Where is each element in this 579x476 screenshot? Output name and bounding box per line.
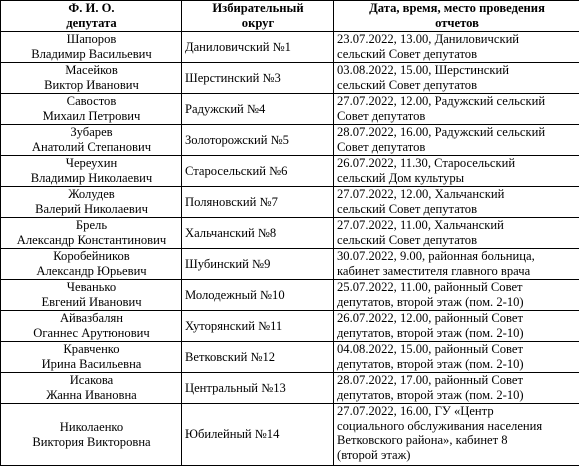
deputy-given-names: Виктория Викторовна (32, 434, 151, 449)
district-cell: Хальчанский №8 (182, 218, 334, 249)
deputy-surname: Айвазбалян (59, 311, 124, 325)
report-info-line: сельский Совет депутатов (337, 201, 478, 216)
report-info-line: 25.07.2022, 11.00, районный Совет (337, 280, 523, 294)
table-row (1, 32, 579, 63)
deputy-given-names: Александр Константинович (16, 232, 167, 247)
deputy-surname: Жолудев (68, 187, 115, 201)
deputy-name-cell (1, 63, 182, 94)
table-body (1, 32, 579, 466)
table-row (1, 218, 579, 249)
deputy-surname: Масейков (65, 63, 118, 77)
table-row (1, 63, 579, 94)
deputy-surname: Коробейников (53, 249, 130, 263)
report-info-cell (334, 342, 579, 373)
district-cell: Молодежный №10 (182, 280, 334, 311)
report-info-line: 04.08.2022, 15.00, районный Совет (337, 342, 524, 356)
deputy-name-cell (1, 125, 182, 156)
report-info-cell (334, 156, 579, 187)
table-row (1, 280, 579, 311)
report-info-cell (334, 187, 579, 218)
table-row (1, 373, 579, 404)
report-info-line: 27.07.2022, 16.00, ГУ «Центр (337, 404, 494, 418)
report-info-cell (334, 94, 579, 125)
header-fio-line1: Ф. И. О. (68, 1, 115, 15)
deputy-given-names: Оганнес Арутюнович (33, 325, 150, 340)
report-info-line: Ветковского района», кабинет 8 (337, 433, 508, 448)
district-cell: Старосельский №6 (182, 156, 334, 187)
table-row (1, 249, 579, 280)
report-info-cell (334, 404, 579, 466)
district-cell: Юбилейный №14 (182, 404, 334, 466)
district-cell: Шубинский №9 (182, 249, 334, 280)
deputy-name-cell (1, 280, 182, 311)
deputy-given-names: Михаил Петрович (42, 108, 141, 123)
table-row (1, 311, 579, 342)
district-cell: Радужский №4 (182, 94, 334, 125)
deputy-given-names: Евгений Иванович (41, 294, 142, 309)
report-info-cell (334, 311, 579, 342)
header-okrug-line2: округ (241, 15, 275, 30)
deputy-name-cell (1, 404, 182, 466)
deputy-given-names: Владимир Васильевич (31, 46, 152, 61)
report-info-line: 28.07.2022, 16.00, Радужский сельский (337, 125, 546, 139)
deputy-surname: Савостов (66, 94, 117, 108)
deputy-given-names: Александр Юрьевич (36, 263, 147, 278)
report-info-cell (334, 63, 579, 94)
report-info-line: 27.07.2022, 12.00, Радужский сельский (337, 94, 546, 108)
table-row (1, 342, 579, 373)
report-info-line: 27.07.2022, 11.00, Хальчанский (337, 218, 504, 232)
header-fio (1, 1, 182, 32)
deputy-name-cell (1, 342, 182, 373)
district-cell: Шерстинский №3 (182, 63, 334, 94)
report-info-line: 03.08.2022, 15.00, Шерстинский (337, 63, 509, 77)
deputy-name-cell (1, 311, 182, 342)
deputy-given-names: Валерий Николаевич (35, 201, 148, 216)
header-okrug-line1: Избирательный (212, 1, 304, 15)
deputy-given-names: Владимир Николаевич (30, 170, 153, 185)
report-info-line: 30.07.2022, 9.00, районная больница, (337, 249, 535, 263)
district-cell: Поляновский №7 (182, 187, 334, 218)
report-info-line: депутатов, второй этаж (пом. 2-10) (337, 325, 524, 340)
deputy-surname: Чеванько (66, 280, 117, 294)
district-cell: Даниловичский №1 (182, 32, 334, 63)
district-cell: Золоторожский №5 (182, 125, 334, 156)
deputy-name-cell (1, 94, 182, 125)
report-info-cell (334, 249, 579, 280)
header-info (334, 1, 579, 32)
report-info-cell (334, 218, 579, 249)
table-row (1, 125, 579, 156)
deputy-given-names: Виктор Иванович (44, 77, 139, 92)
header-info-line1: Дата, время, место проведения (369, 1, 545, 15)
header-info-line2: отчетов (435, 15, 479, 30)
report-info-line: депутатов, второй этаж (пом. 2-10) (337, 294, 524, 309)
header-fio-line2: депутата (66, 15, 117, 30)
report-info-line: сельский Совет депутатов (337, 77, 478, 92)
report-info-cell (334, 32, 579, 63)
report-info-line: Совет депутатов (337, 139, 426, 154)
deputy-name-cell (1, 249, 182, 280)
deputy-surname: Зубарев (70, 125, 113, 139)
deputy-name-cell (1, 32, 182, 63)
header-okrug (182, 1, 334, 32)
report-info-line: (второй этаж) (337, 447, 411, 462)
deputy-given-names: Анатолий Степанович (31, 139, 152, 154)
report-info-line: депутатов, второй этаж (пом. 2-10) (337, 387, 524, 402)
report-info-line: сельский Дом культуры (337, 170, 465, 185)
district-cell: Центральный №13 (182, 373, 334, 404)
report-info-line: сельский Совет депутатов (337, 232, 478, 247)
table-header (1, 1, 579, 32)
report-info-line: сельский Совет депутатов (337, 46, 478, 61)
report-info-line: Совет депутатов (337, 108, 426, 123)
table-row (1, 156, 579, 187)
deputy-surname: Исакова (69, 373, 114, 387)
report-info-line: 27.07.2022, 12.00, Хальчанский (337, 187, 505, 201)
report-info-cell (334, 373, 579, 404)
deputy-surname: Кравченко (63, 342, 120, 356)
deputy-name-cell (1, 218, 182, 249)
report-info-cell (334, 280, 579, 311)
table-row (1, 187, 579, 218)
report-info-line: 26.07.2022, 12.00, районный Совет (337, 311, 524, 325)
report-info-line: 28.07.2022, 17.00, районный Совет (337, 373, 524, 387)
table-row (1, 94, 579, 125)
district-cell: Ветковский №12 (182, 342, 334, 373)
deputy-surname: Череухин (65, 156, 118, 170)
deputy-given-names: Жанна Ивановна (46, 387, 137, 402)
district-cell: Хуторянский №11 (182, 311, 334, 342)
report-info-line: кабинет заместителя главного врача (337, 263, 531, 278)
deputy-name-cell (1, 187, 182, 218)
report-info-line: 23.07.2022, 13.00, Даниловичский (337, 32, 520, 46)
deputy-name-cell (1, 156, 182, 187)
report-info-line: депутатов, второй этаж (пом. 2-10) (337, 356, 524, 371)
deputy-name-cell (1, 373, 182, 404)
report-info-cell (334, 125, 579, 156)
deputy-surname: Шапоров (66, 32, 117, 46)
deputy-given-names: Ирина Васильевна (41, 356, 142, 371)
report-info-line: 26.07.2022, 11.30, Старосельский (337, 156, 516, 170)
report-info-line: социального обслуживания населения (337, 418, 543, 433)
deputy-surname: Брель (75, 218, 108, 232)
table-row (1, 404, 579, 466)
deputy-surname: Николаенко (59, 419, 124, 434)
